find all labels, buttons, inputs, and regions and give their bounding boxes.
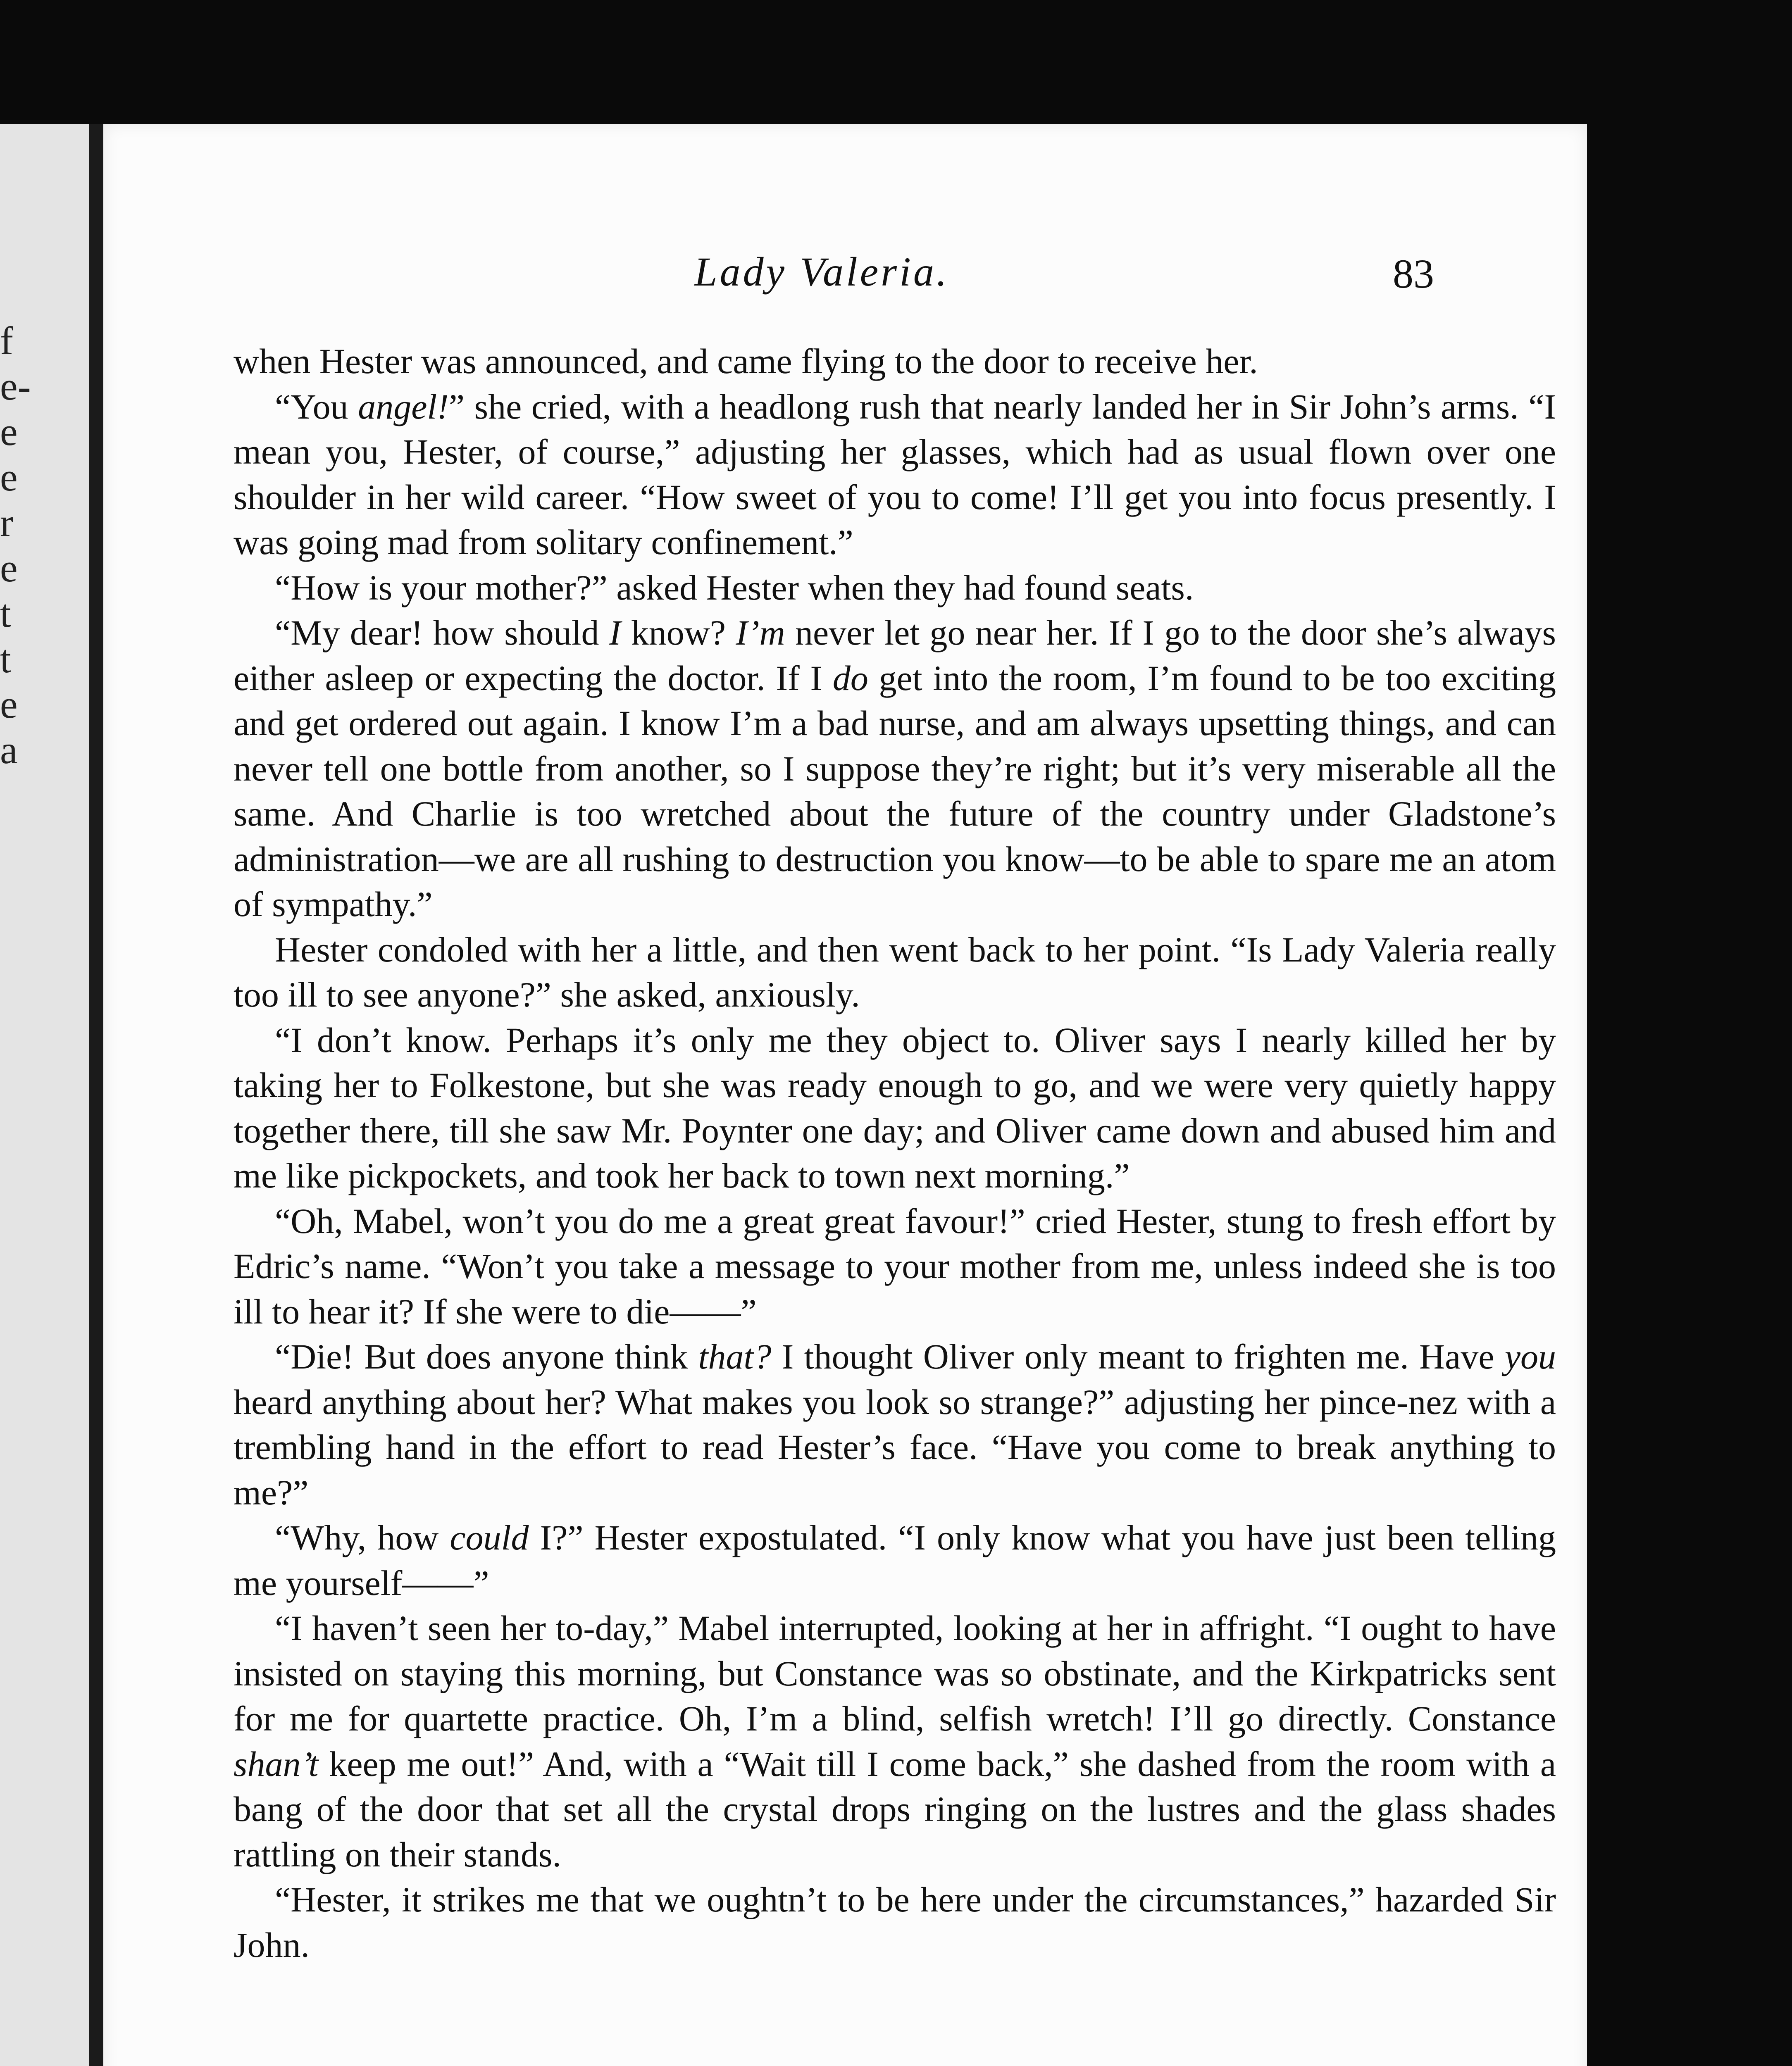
left-edge-char: e-: [0, 364, 31, 408]
italic-text: that?: [698, 1337, 772, 1376]
text-run: Hester condoled with her a little, and then went back to her point. “Is Lady Valeria really too ill to see anyone?” she asked, anxiously.: [234, 929, 1556, 1014]
italic-text: I’m: [736, 613, 785, 652]
text-run: “How is your mother?” asked Hester when they had found seats.: [275, 567, 1194, 607]
italic-text: could: [450, 1518, 529, 1557]
text-run: never let go near her. If I go to the door she’s always either asleep or expecting the doctor. If I: [234, 613, 1556, 698]
left-edge-char: t: [0, 637, 11, 681]
text-run: “You: [275, 386, 358, 426]
left-edge-char: e: [0, 455, 18, 499]
body-text: [234, 339, 1556, 1968]
left-edge-char: e: [0, 546, 18, 590]
left-edge-char: e: [0, 682, 18, 726]
text-run: know?: [621, 613, 736, 652]
left-edge-char: t: [0, 591, 11, 636]
paragraph: [234, 1515, 1556, 1606]
running-title: Lady Valeria.: [694, 249, 949, 295]
left-edge-char: r: [0, 500, 13, 545]
text-run: I?” Hester expostulated. “I only know what you have just been telling me yourself——”: [234, 1518, 1556, 1603]
text-run: “My dear! how should: [275, 613, 609, 652]
page-number: 83: [1393, 251, 1434, 297]
text-run: I thought Oliver only meant to frighten me. Have: [771, 1337, 1505, 1376]
text-run: get into the room, I’m found to be too exciting and get ordered out again. I know I’m a bad nurse, and am always upsetting things, and can never tell one bottle from another, so I suppose they’re right; but it’s very miserable all the same. And Charlie is too wretched about the future of the country under Gladstone’s administration—we are all rushing to destruction you know—to be able to spare me an atom of sympathy.”: [234, 658, 1556, 924]
left-page-edge-text: [0, 318, 31, 773]
text-run: heard anything about her? What makes you look so strange?” adjusting her pince-nez with a trembling hand in the effort to read Hester’s face. “Have you come to break anything to me?”: [234, 1382, 1556, 1512]
left-edge-char: f: [0, 319, 13, 363]
paragraph: [234, 339, 1556, 384]
text-run: “Why, how: [275, 1518, 450, 1557]
paragraph: [234, 1018, 1556, 1199]
paragraph: [234, 1606, 1556, 1877]
paragraph: [234, 1334, 1556, 1515]
paragraph: [234, 384, 1556, 565]
left-edge-char: a: [0, 728, 18, 772]
text-run: when Hester was announced, and came flying to the door to receive her.: [234, 341, 1258, 381]
paragraph: [234, 927, 1556, 1018]
italic-text: do: [832, 658, 868, 698]
text-run: “Oh, Mabel, won’t you do me a great great favour!” cried Hester, stung to fresh effort by Edric’s name. “Won’t you take a message to your mother from me, unless indeed she is too ill to hear it? If she were to die——”: [234, 1201, 1556, 1331]
italic-text: angel!: [358, 386, 449, 426]
book-page: [103, 124, 1587, 2066]
text-run: “I don’t know. Perhaps it’s only me they object to. Oliver says I nearly killed her by taking her to Folkestone, but she was ready enough to go, and we were very quietly happy together there, till she saw Mr. Poynter one day; and Oliver came down and abused him and me like pickpockets, and took her back to town next morning.”: [234, 1020, 1556, 1195]
text-run: ” she cried, with a headlong rush that nearly landed her in Sir John’s arms. “I mean you, Hester, of course,” adjusting her glasses, which had as usual flown over one shoulder in her wild career. “How sweet of you to come! I’ll get you into focus presently. I was going mad from solitary confinement.”: [234, 386, 1556, 562]
paragraph: [234, 1199, 1556, 1335]
left-edge-char: e: [0, 409, 18, 454]
italic-text: shan’t: [234, 1744, 319, 1784]
text-run: keep me out!” And, with a “Wait till I come back,” she dashed from the room with a bang of the door that set all the crystal drops ringing on the lustres and the glass shades rattling on their stands.: [234, 1744, 1556, 1874]
running-head: [103, 248, 1587, 331]
paragraph: [234, 565, 1556, 611]
italic-text: I: [609, 613, 621, 652]
italic-text: you: [1504, 1337, 1556, 1376]
text-run: “Die! But does anyone think: [275, 1337, 698, 1376]
paragraph: [234, 1877, 1556, 1968]
left-page-edge: [0, 124, 105, 2066]
paragraph: [234, 610, 1556, 927]
text-run: “I haven’t seen her to-day,” Mabel interrupted, looking at her in affright. “I ought to have insisted on staying this morning, but Constance was so obstinate, and the Kirkpatricks sent for me for quartette practice. Oh, I’m a blind, selfish wretch! I’ll go directly. Constance: [234, 1608, 1556, 1738]
text-run: “Hester, it strikes me that we oughtn’t to be here under the circumstances,” hazarded Sir John.: [234, 1880, 1556, 1965]
